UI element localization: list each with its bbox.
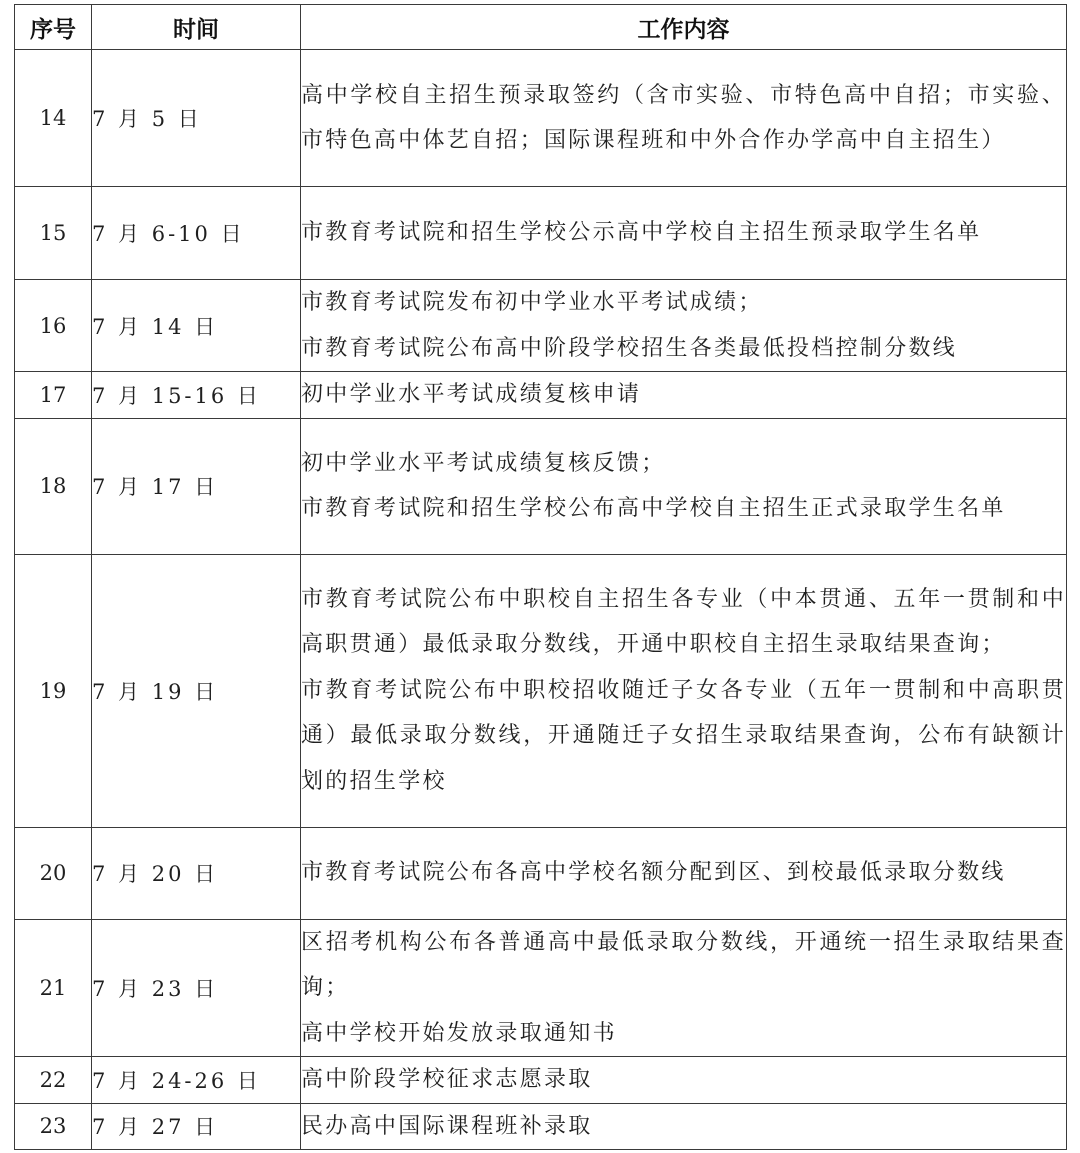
table-row (15, 50, 1067, 187)
work-item: 高中阶段学校征求志愿录取 (301, 1067, 593, 1092)
header-no: 序号 (15, 5, 92, 50)
work-item: 高中学校自主招生预录取签约（含市实验、市特色高中自招；市实验、市特色高中体艺自招；国际课程班和中外合作办学高中自主招生） (301, 82, 1066, 153)
row-work (301, 372, 1067, 419)
row-number: 22 (15, 1057, 92, 1104)
table-row (15, 1057, 1067, 1104)
row-number: 15 (15, 187, 92, 280)
row-time: 7 月 15-16 日 (92, 372, 301, 419)
row-work (301, 280, 1067, 372)
row-work (301, 554, 1067, 827)
work-item: 民办高中国际课程班补录取 (301, 1113, 593, 1139)
table-row (15, 187, 1067, 280)
row-number: 20 (15, 827, 92, 919)
table-header (15, 5, 1067, 50)
row-number: 16 (15, 280, 92, 372)
row-work (301, 1103, 1067, 1150)
header-row (15, 5, 1067, 50)
row-number: 23 (15, 1103, 92, 1150)
table-row (15, 372, 1067, 419)
work-item: 初中学业水平考试成绩复核申请 (301, 382, 642, 407)
work-item: 市教育考试院和招生学校公布高中学校自主招生正式录取学生名单 (301, 496, 1006, 521)
work-item: 初中学业水平考试成绩复核反馈； (301, 450, 666, 476)
row-number: 19 (15, 554, 92, 827)
row-time: 7 月 27 日 (92, 1103, 301, 1150)
row-time: 7 月 23 日 (92, 919, 301, 1057)
work-item: 市教育考试院公布各高中学校名额分配到区、到校最低录取分数线 (301, 860, 1006, 886)
row-work (301, 50, 1067, 187)
row-work (301, 187, 1067, 280)
row-work (301, 1057, 1067, 1104)
row-number: 17 (15, 372, 92, 419)
row-number: 18 (15, 418, 92, 554)
schedule-table (14, 4, 1067, 1150)
row-number: 21 (15, 919, 92, 1057)
table-row (15, 1103, 1067, 1150)
work-item: 市教育考试院和招生学校公示高中学校自主招生预录取学生名单 (301, 220, 982, 246)
work-item: 市教育考试院发布初中学业水平考试成绩； (301, 290, 763, 315)
header-work: 工作内容 (301, 5, 1067, 50)
work-item: 市教育考试院公布中职校自主招生各专业（中本贯通、五年一贯制和中高职贯通）最低录取分数线，开通中职校自主招生录取结果查询； (301, 586, 1066, 658)
table-row (15, 827, 1067, 919)
row-time: 7 月 14 日 (92, 280, 301, 372)
work-item: 高中学校开始发放录取通知书 (301, 1020, 617, 1046)
table-row (15, 919, 1067, 1057)
header-time: 时间 (92, 5, 301, 50)
work-item: 市教育考试院公布中职校招收随迁子女各专业（五年一贯制和中高职贯通）最低录取分数线，开通随迁子女招生录取结果查询，公布有缺额计划的招生学校 (301, 677, 1066, 794)
row-work (301, 418, 1067, 554)
work-item: 区招考机构公布各普通高中最低录取分数线，开通统一招生录取结果查询； (301, 929, 1066, 1000)
work-item: 市教育考试院公布高中阶段学校招生各类最低投档控制分数线 (301, 335, 958, 361)
row-time: 7 月 20 日 (92, 827, 301, 919)
row-work (301, 919, 1067, 1057)
row-time: 7 月 5 日 (92, 50, 301, 187)
table-row (15, 418, 1067, 554)
table-row (15, 280, 1067, 372)
table-row (15, 554, 1067, 827)
row-time: 7 月 6-10 日 (92, 187, 301, 280)
row-time: 7 月 24-26 日 (92, 1057, 301, 1104)
row-number: 14 (15, 50, 92, 187)
row-time: 7 月 19 日 (92, 554, 301, 827)
row-time: 7 月 17 日 (92, 418, 301, 554)
row-work (301, 827, 1067, 919)
